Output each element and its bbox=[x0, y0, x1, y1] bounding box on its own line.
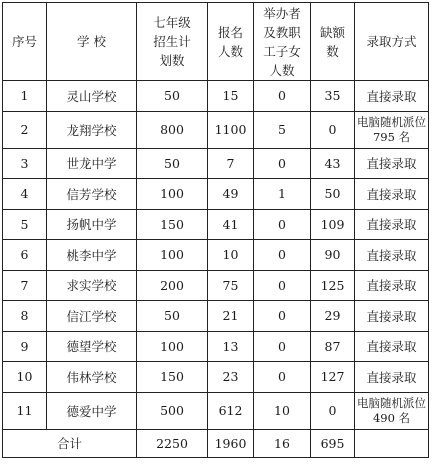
header-no: 序号 bbox=[3, 3, 47, 81]
cell-plan: 100 bbox=[137, 240, 208, 271]
cell-applicants: 10 bbox=[208, 240, 254, 271]
table-row bbox=[3, 240, 429, 271]
cell-plan: 150 bbox=[137, 209, 208, 240]
header-row bbox=[3, 3, 429, 81]
cell-workers: 10 bbox=[254, 392, 311, 429]
cell-plan: 50 bbox=[137, 81, 208, 112]
cell-plan: 50 bbox=[137, 301, 208, 332]
cell-no: 9 bbox=[3, 331, 47, 362]
cell-workers: 0 bbox=[254, 240, 311, 271]
cell-method: 直接录取 bbox=[355, 148, 429, 179]
cell-school: 桃李中学 bbox=[47, 240, 137, 271]
cell-no: 8 bbox=[3, 301, 47, 332]
cell-applicants: 75 bbox=[208, 270, 254, 301]
cell-vacancy: 29 bbox=[311, 301, 355, 332]
cell-school: 求实学校 bbox=[47, 270, 137, 301]
cell-method: 直接录取 bbox=[355, 362, 429, 393]
cell-plan: 100 bbox=[137, 331, 208, 362]
cell-workers: 0 bbox=[254, 209, 311, 240]
table-row bbox=[3, 179, 429, 210]
cell-vacancy: 127 bbox=[311, 362, 355, 393]
table-row bbox=[3, 392, 429, 429]
cell-school: 龙翔学校 bbox=[47, 111, 137, 148]
cell-applicants: 21 bbox=[208, 301, 254, 332]
cell-school: 信江学校 bbox=[47, 301, 137, 332]
cell-school: 德望学校 bbox=[47, 331, 137, 362]
total-vacancy: 695 bbox=[311, 429, 355, 457]
table-row bbox=[3, 362, 429, 393]
cell-method: 直接录取 bbox=[355, 179, 429, 210]
header-method: 录取方式 bbox=[355, 3, 429, 81]
table-row bbox=[3, 111, 429, 148]
header-applicants: 报名 人数 bbox=[208, 3, 254, 81]
cell-no: 3 bbox=[3, 148, 47, 179]
cell-vacancy: 90 bbox=[311, 240, 355, 271]
cell-vacancy: 0 bbox=[311, 111, 355, 148]
header-workers: 举办者 及教职 工子女 人数 bbox=[254, 3, 311, 81]
cell-no: 6 bbox=[3, 240, 47, 271]
cell-method: 直接录取 bbox=[355, 270, 429, 301]
total-workers: 16 bbox=[254, 429, 311, 457]
cell-school: 信芳学校 bbox=[47, 179, 137, 210]
cell-plan: 200 bbox=[137, 270, 208, 301]
cell-school: 德爱中学 bbox=[47, 392, 137, 429]
cell-school: 扬帆中学 bbox=[47, 209, 137, 240]
cell-method: 直接录取 bbox=[355, 81, 429, 112]
cell-applicants: 49 bbox=[208, 179, 254, 210]
cell-applicants: 7 bbox=[208, 148, 254, 179]
cell-method: 直接录取 bbox=[355, 209, 429, 240]
cell-no: 2 bbox=[3, 111, 47, 148]
cell-no: 1 bbox=[3, 81, 47, 112]
cell-applicants: 13 bbox=[208, 331, 254, 362]
table-row bbox=[3, 270, 429, 301]
cell-workers: 0 bbox=[254, 81, 311, 112]
cell-method: 直接录取 bbox=[355, 331, 429, 362]
cell-no: 4 bbox=[3, 179, 47, 210]
cell-method: 直接录取 bbox=[355, 301, 429, 332]
cell-vacancy: 0 bbox=[311, 392, 355, 429]
cell-workers: 0 bbox=[254, 331, 311, 362]
admission-table bbox=[2, 2, 429, 458]
cell-vacancy: 125 bbox=[311, 270, 355, 301]
cell-school: 伟林学校 bbox=[47, 362, 137, 393]
table-row bbox=[3, 209, 429, 240]
cell-no: 5 bbox=[3, 209, 47, 240]
table-row bbox=[3, 301, 429, 332]
cell-method: 电脑随机派位 490 名 bbox=[355, 392, 429, 429]
header-school: 学 校 bbox=[47, 3, 137, 81]
table-row bbox=[3, 81, 429, 112]
cell-workers: 1 bbox=[254, 179, 311, 210]
cell-workers: 5 bbox=[254, 111, 311, 148]
cell-applicants: 1100 bbox=[208, 111, 254, 148]
total-label: 合计 bbox=[3, 429, 137, 457]
header-vacancy: 缺额 数 bbox=[311, 3, 355, 81]
cell-method: 直接录取 bbox=[355, 240, 429, 271]
cell-applicants: 612 bbox=[208, 392, 254, 429]
cell-school: 灵山学校 bbox=[47, 81, 137, 112]
cell-workers: 0 bbox=[254, 270, 311, 301]
cell-vacancy: 43 bbox=[311, 148, 355, 179]
cell-applicants: 15 bbox=[208, 81, 254, 112]
cell-plan: 150 bbox=[137, 362, 208, 393]
total-row bbox=[3, 429, 429, 457]
total-applicants: 1960 bbox=[208, 429, 254, 457]
cell-workers: 0 bbox=[254, 301, 311, 332]
cell-no: 7 bbox=[3, 270, 47, 301]
cell-applicants: 41 bbox=[208, 209, 254, 240]
cell-applicants: 23 bbox=[208, 362, 254, 393]
cell-school: 世龙中学 bbox=[47, 148, 137, 179]
cell-no: 11 bbox=[3, 392, 47, 429]
cell-vacancy: 87 bbox=[311, 331, 355, 362]
total-plan: 2250 bbox=[137, 429, 208, 457]
cell-plan: 500 bbox=[137, 392, 208, 429]
cell-vacancy: 50 bbox=[311, 179, 355, 210]
header-plan: 七年级 招生计 划数 bbox=[137, 3, 208, 81]
cell-vacancy: 35 bbox=[311, 81, 355, 112]
cell-plan: 800 bbox=[137, 111, 208, 148]
cell-plan: 50 bbox=[137, 148, 208, 179]
table-row bbox=[3, 148, 429, 179]
cell-workers: 0 bbox=[254, 148, 311, 179]
cell-no: 10 bbox=[3, 362, 47, 393]
cell-method: 电脑随机派位 795 名 bbox=[355, 111, 429, 148]
cell-workers: 0 bbox=[254, 362, 311, 393]
cell-plan: 100 bbox=[137, 179, 208, 210]
total-method bbox=[355, 429, 429, 457]
cell-vacancy: 109 bbox=[311, 209, 355, 240]
table-row bbox=[3, 331, 429, 362]
